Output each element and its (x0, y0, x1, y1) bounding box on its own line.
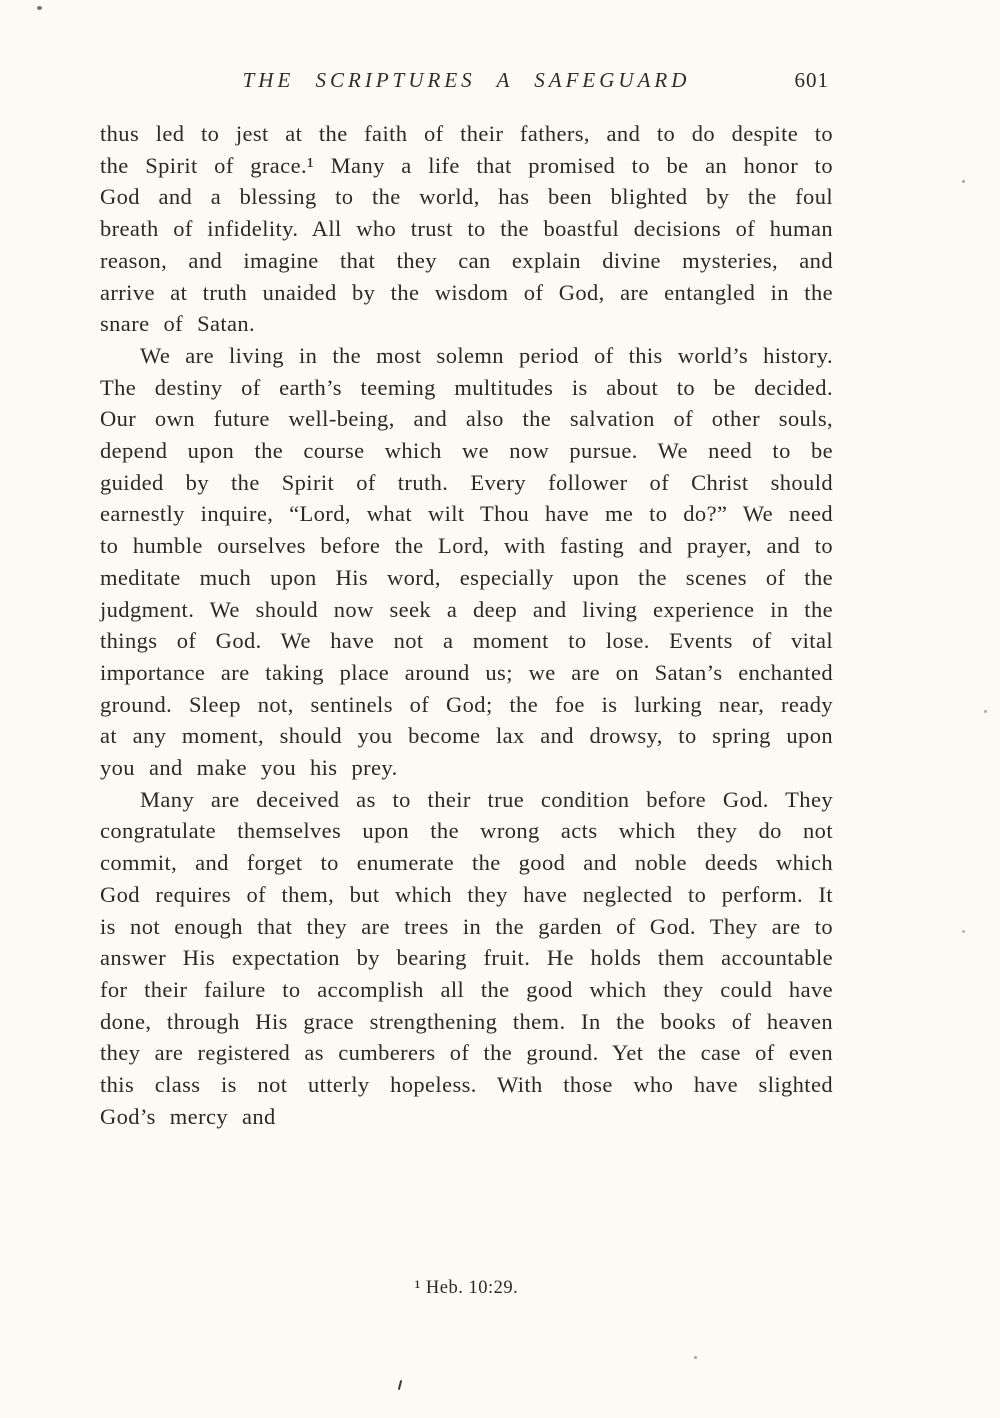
scan-speck (962, 930, 965, 933)
page-number: 601 (794, 68, 829, 92)
paragraph-3: Many are deceived as to their true condition before God. They congratulate themselves upon the wrong acts which they do not commit, and forget to enumerate the good and noble deeds which God requires of them, but which they have neglected to perform. It is not enough that they are trees in the garden of God. They are to answer His expectation by bearing fruit. He holds them accountable for their failure to accomplish all the good which they could have done, through His grace strengthening them. In the books of heaven they are registered as cumberers of the ground. Yet the case of even this class is not utterly hopeless. With those who have slighted God’s mercy and (100, 786, 833, 1129)
scan-speck (984, 710, 987, 713)
scan-speck (37, 6, 42, 10)
paragraph-2: We are living in the most solemn period of this world’s history. The destiny of earth’s teeming multitudes is about to be decided. Our own future well-being, and also the salvation of other souls, depend upon the course which we now pursue. We need to be guided by the Spirit of truth. Every follower of Christ should earnestly inquire, “Lord, what wilt Thou have me to do?” We need to humble ourselves before the Lord, with fasting and prayer, and to meditate much upon His word, especially upon the scenes of the judgment. We should now seek a deep and living experience in the things of God. We have not a moment to lose. Events of vital importance are taking place around us; we are on Satan’s enchanted ground. Sleep not, sentinels of God; the foe is lurking near, ready at any moment, should you become lax and drowsy, to spring upon you and make you his prey. (100, 342, 833, 781)
scan-speck (962, 180, 965, 183)
running-header (100, 68, 833, 96)
running-header-title: THE SCRIPTURES A SAFEGUARD (242, 68, 691, 92)
scan-stray-mark (398, 1380, 402, 1390)
paragraph-1: thus led to jest at the faith of their fathers, and to do despite to the Spirit of grace.¹ Many a life that promised to be an honor to God and a blessing to the world, has been blighted by the foul breath of infidelity. All who trust to the boastful decisions of human reason, and imagine that they can explain divine mysteries, and arrive at truth unaided by the wisdom of God, are entangled in the snare of Satan. (100, 121, 833, 337)
footnote: ¹ Heb. 10:29. (414, 1278, 519, 1298)
body-text (100, 118, 833, 1133)
scan-speck (694, 1356, 697, 1359)
